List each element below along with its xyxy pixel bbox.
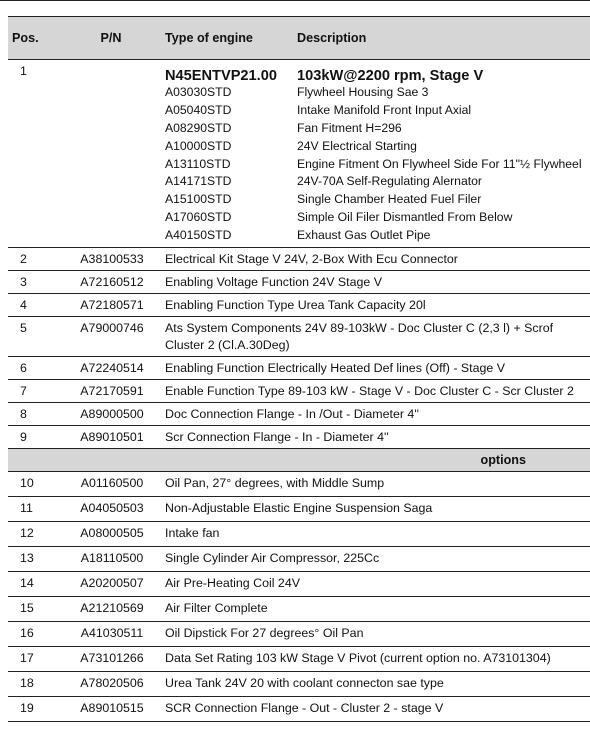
engine-item-desc: Exhaust Gas Outlet Pipe <box>297 228 431 243</box>
row-pos: 11 <box>8 497 68 522</box>
header-type: Type of engine <box>165 31 253 45</box>
table-row <box>8 248 590 271</box>
row-pn: A21210569 <box>68 597 160 622</box>
row-pn: A38100533 <box>68 248 160 271</box>
engine-item-code: A08290STD <box>165 120 232 135</box>
row-pn: A89010501 <box>68 426 160 449</box>
engine-item-code: A15100STD <box>165 192 232 207</box>
engine-model: N45ENTVP21.00 <box>165 68 277 84</box>
row-pn: A04050503 <box>68 497 160 522</box>
row-description: Electrical Kit Stage V 24V, 2-Box With Ecu Connector <box>160 248 590 271</box>
engine-item-code: A40150STD <box>165 228 232 243</box>
row-pn: A89010515 <box>68 697 160 722</box>
row-pos: 17 <box>8 647 68 672</box>
engine-item-code: A10000STD <box>165 138 232 153</box>
engine-item-desc: Engine Fitment On Flywheel Side For 11"½ Flywheel <box>297 156 582 171</box>
engine-item-code: A05040STD <box>165 102 232 117</box>
row-pn: A72240514 <box>68 357 160 380</box>
row-pn: A89000500 <box>68 403 160 426</box>
row-description: Single Cylinder Air Compressor, 225Cc <box>160 547 590 572</box>
options-label: options <box>160 449 590 472</box>
row-pn: A79000746 <box>68 317 160 357</box>
row-pos: 18 <box>8 672 68 697</box>
engine-heading <box>165 64 590 84</box>
row-pn: A72170591 <box>68 380 160 403</box>
row-pos: 10 <box>8 472 68 497</box>
header-description: Description <box>297 31 367 45</box>
engine-item-desc: 24V-70A Self-Regulating Alernator <box>297 174 482 189</box>
engine-item-desc: Flywheel Housing Sae 3 <box>297 85 429 99</box>
row-pos: 2 <box>8 248 68 271</box>
row-pn: A01160500 <box>68 472 160 497</box>
table-row <box>8 522 590 547</box>
table-row <box>8 622 590 647</box>
row-pos: 4 <box>8 294 68 317</box>
table-row <box>8 547 590 572</box>
row-pn: A20200507 <box>68 572 160 597</box>
row-description: SCR Connection Flange - Out - Cluster 2 - stage V <box>160 697 590 722</box>
table-row <box>8 357 590 380</box>
row-pn: A72160512 <box>68 271 160 294</box>
engine-item <box>165 191 590 209</box>
engine-item <box>165 227 590 245</box>
table-row <box>8 426 590 449</box>
table-row <box>8 597 590 622</box>
row-pos: 5 <box>8 317 68 357</box>
engine-item-desc: Fan Fitment H=296 <box>297 120 402 135</box>
table-row <box>8 472 590 497</box>
engine-item <box>165 84 590 102</box>
row-pn: A78020506 <box>68 672 160 697</box>
row-description: Doc Connection Flange - In /Out - Diameter 4'' <box>160 403 590 426</box>
row-pos: 15 <box>8 597 68 622</box>
row-description: Enabling Voltage Function 24V Stage V <box>160 271 590 294</box>
row-pn: A08000505 <box>68 522 160 547</box>
table-row <box>8 697 590 722</box>
row-pn: A41030511 <box>68 622 160 647</box>
options-blank-pn <box>68 449 160 472</box>
header-type-desc <box>160 17 590 60</box>
row-pos: 14 <box>8 572 68 597</box>
engine-item-desc: Single Chamber Heated Fuel Filer <box>297 192 482 207</box>
engine-item <box>165 120 590 138</box>
row-description: Intake fan <box>160 522 590 547</box>
table-row <box>8 672 590 697</box>
table-row <box>8 572 590 597</box>
engine-item-desc: Simple Oil Filer Dismantled From Below <box>297 210 513 225</box>
table-row <box>8 380 590 403</box>
engine-row <box>8 60 590 248</box>
row-pos: 6 <box>8 357 68 380</box>
engine-item <box>165 173 590 191</box>
row-pos: 9 <box>8 426 68 449</box>
row-description: Air Filter Complete <box>160 597 590 622</box>
parts-table <box>8 16 590 722</box>
row-pn: A72180571 <box>68 294 160 317</box>
row-pos: 12 <box>8 522 68 547</box>
row-pos: 3 <box>8 271 68 294</box>
row-description: Air Pre-Heating Coil 24V <box>160 572 590 597</box>
engine-pn <box>68 60 160 248</box>
row-pn: A73101266 <box>68 647 160 672</box>
row-description: Oil Dipstick For 27 degrees° Oil Pan <box>160 622 590 647</box>
table-row <box>8 497 590 522</box>
row-description: Ats System Components 24V 89-103kW - Doc Cluster C (2,3 l) + Scrof Cluster 2 (Cl.A.30Deg) <box>160 317 590 357</box>
parts-list-sheet <box>8 16 590 722</box>
engine-standard-items <box>165 84 590 245</box>
options-blank-pos <box>8 449 68 472</box>
row-description: Oil Pan, 27° degrees, with Middle Sump <box>160 472 590 497</box>
engine-item-desc: 24V Electrical Starting <box>297 138 417 153</box>
engine-item <box>165 138 590 156</box>
row-description: Data Set Rating 103 kW Stage V Pivot (current option no. A73101304) <box>160 647 590 672</box>
row-description: Urea Tank 24V 20 with coolant connecton sae type <box>160 672 590 697</box>
table-row <box>8 294 590 317</box>
table-row <box>8 271 590 294</box>
engine-item-desc: Intake Manifold Front Input Axial <box>297 102 472 117</box>
row-pos: 8 <box>8 403 68 426</box>
engine-details <box>160 60 590 248</box>
engine-item-code: A13110STD <box>165 156 231 171</box>
engine-rating: 103kW@2200 rpm, Stage V <box>297 68 484 84</box>
row-description: Scr Connection Flange - In - Diameter 4'' <box>160 426 590 449</box>
engine-item-code: A14171STD <box>165 174 232 189</box>
options-section-header <box>8 449 590 472</box>
row-pos: 19 <box>8 697 68 722</box>
row-description: Non-Adjustable Elastic Engine Suspension Saga <box>160 497 590 522</box>
engine-item-code: A17060STD <box>165 210 232 225</box>
table-row <box>8 647 590 672</box>
row-description: Enabling Function Electrically Heated Def lines (Off) - Stage V <box>160 357 590 380</box>
header-pos: Pos. <box>8 17 68 60</box>
table-header-row <box>8 17 590 60</box>
top-border-line <box>0 0 590 1</box>
row-description: Enable Function Type 89-103 kW - Stage V - Doc Cluster C - Scr Cluster 2 <box>160 380 590 403</box>
row-pos: 7 <box>8 380 68 403</box>
engine-item-code: A03030STD <box>165 85 232 99</box>
engine-pos: 1 <box>8 60 68 248</box>
engine-item <box>165 102 590 120</box>
row-pn: A18110500 <box>68 547 160 572</box>
header-pn: P/N <box>68 17 160 60</box>
row-description: Enabling Function Type Urea Tank Capacity 20l <box>160 294 590 317</box>
engine-item <box>165 156 590 174</box>
row-pos: 13 <box>8 547 68 572</box>
engine-item <box>165 209 590 227</box>
table-row <box>8 403 590 426</box>
row-pos: 16 <box>8 622 68 647</box>
table-row <box>8 317 590 357</box>
